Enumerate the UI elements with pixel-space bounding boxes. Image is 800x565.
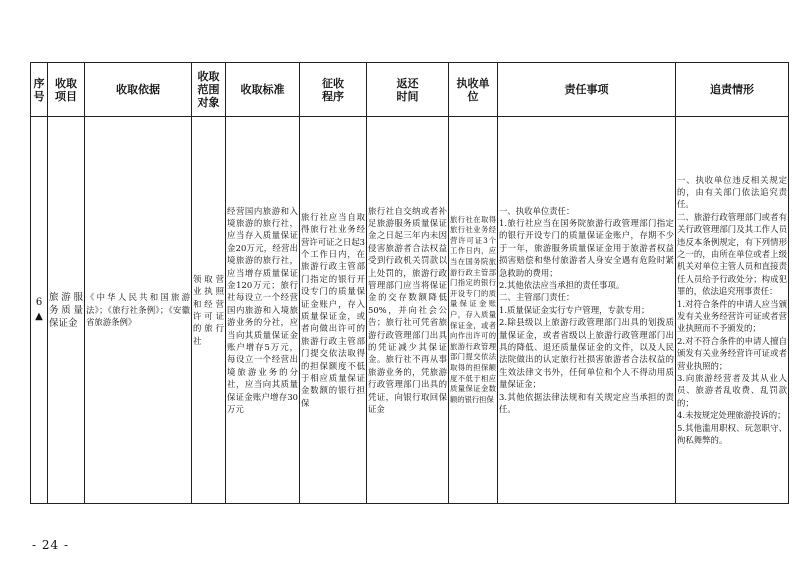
cell-scope: 领取营业执照和经营许可证的旅行社 — [192, 117, 226, 504]
cell-refund: 旅行社自交纳或者补足旅游服务质量保证金之日起三年内未因侵害旅游者合法权益受到行政机关罚款以上处罚的，旅游行政管理部门应当将保证金的交存数额降低50%，并向社会公告；旅行社可凭省旅游行政管理部门出具的凭证减少其保证金。旅行社不再从事旅游业务的，凭旅游行政管理部门出具的凭证，向银行取回保证金 — [367, 117, 449, 504]
fee-table — [30, 62, 789, 504]
header-basis: 收取依据 — [85, 63, 192, 117]
header-seq: 序 号 — [31, 63, 48, 117]
cell-seq: 6 ▲ — [31, 117, 48, 504]
header-scope: 收取 范围 对象 — [192, 63, 226, 117]
cell-item: 旅游服务质量保证金 — [48, 117, 85, 504]
header-accountability: 追责情形 — [676, 63, 789, 117]
page-number: - 24 - — [32, 538, 70, 552]
header-unit: 执收单 位 — [449, 63, 498, 117]
table-row — [31, 117, 789, 504]
header-procedure: 征收 程序 — [300, 63, 367, 117]
cell-standard: 经营国内旅游和入境旅游的旅行社，应当存入质量保证金20万元，经营出境旅游的旅行社，应当增存质量保证金120万元；旅行社每设立一个经营国内旅游和入境旅游业务的分社，应当向其质量保证金账户增存5万元，每设立一个经营出境旅游业务的分社，应当向其质量保证金账户增存30万元 — [226, 117, 300, 504]
header-standard: 收取标准 — [226, 63, 300, 117]
header-row — [31, 63, 789, 117]
cell-procedure: 旅行社应当自取得旅行社业务经营许可证之日起3个工作日内，在旅游行政主管部门指定的银行开设专门的质量保证金账户，存入质量保证金，或者向做出许可的旅游行政主管部门提交依法取得的担保额度不低于相应质量保证金数额的银行担保 — [300, 117, 367, 504]
cell-basis: 《中华人民共和国旅游法》；《旅行社条例》；《安徽省旅游条例》 — [85, 117, 192, 504]
cell-unit: 旅行社在取得旅行社业务经营许可证3个工作日内，应当在国务院旅游行政主管部门指定的银行开设专门的质量保证金账户，存入质量保证金，或者向作出许可的旅游行政管理部门提交依法取得的担保额度不低于相应质量保证金数额的银行担保 — [449, 117, 498, 504]
header-duty: 责任事项 — [498, 63, 676, 117]
header-refund: 返还 时间 — [367, 63, 449, 117]
cell-accountability: 一、执收单位违反相关规定的，由有关部门依法追究责任。 二、旅游行政管理部门或者有关行政管理部门及其工作人员违反本条例规定，有下列情形之一的，由所在单位或者上级机关对单位主管人员和直接责任人员给予行政处分；构成犯罪的，依法追究刑事责任： 1.对符合条件的申请人应当颁发有关业务经营许可证或者营业执照而不予颁发的； 2.对不符合条件的申请人擅自颁发有关业务经营许可证或者营业执照的； 3.向旅游经营者及其从业人员、旅游者乱收费、乱罚款的； 4.未按规定处理旅游投诉的； 5.其他滥用职权、玩忽职守、徇私舞弊的。 — [676, 117, 789, 504]
cell-duty: 一、执收单位责任： 1.旅行社应当在国务院旅游行政管理部门指定的银行开设专门的质量保证金账户，存期不少于一年，旅游服务质量保证金用于旅游者权益损害赔偿和垫付旅游者人身安全遇有危险时紧急救助的费用； 2.其他依法应当承担的责任事项。 二、主管部门责任： 1.质量保证金实行专户管理，专款专用； 2.除县级以上旅游行政管理部门出具的划拨质量保证金，或者省级以上旅游行政管理部门出具的降低、退还质量保证金的文件，以及人民法院做出的认定旅行社损害旅游者合法权益的生效法律文书外，任何单位和个人不得动用质量保证金； 3.其他依据法律法规和有关规定应当承担的责任。 — [498, 117, 676, 504]
header-item: 收取 项目 — [48, 63, 85, 117]
